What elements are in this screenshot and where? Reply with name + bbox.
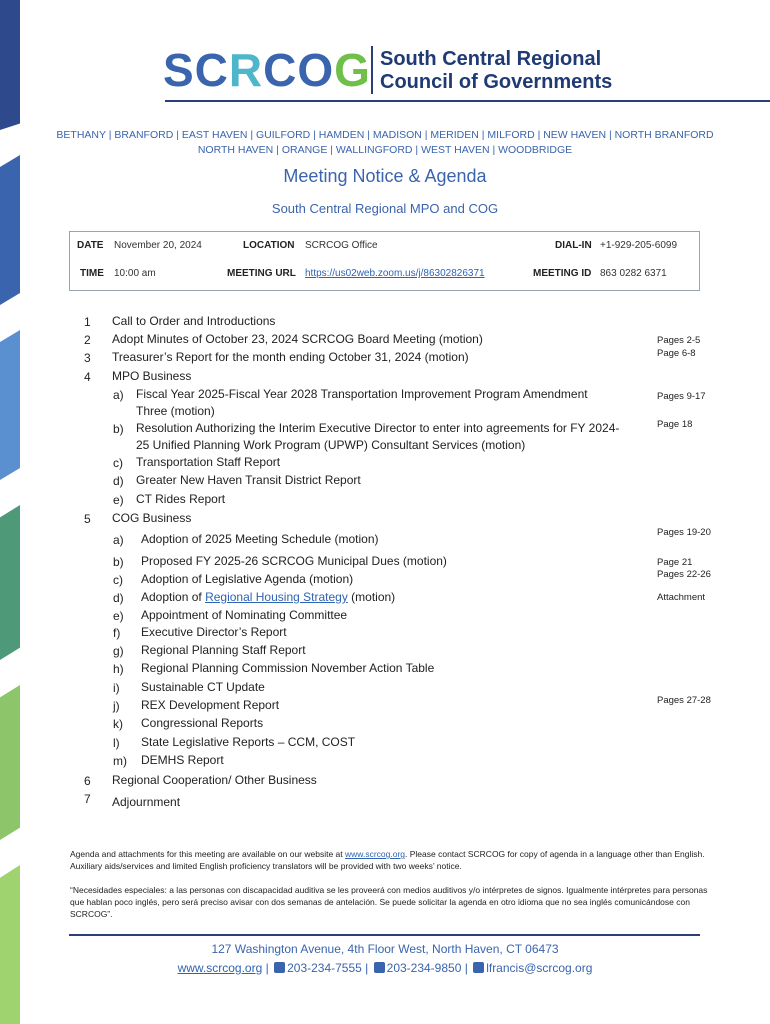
sub-item-text: (motion) bbox=[347, 590, 396, 604]
page-ref: Pages 2-5 bbox=[657, 335, 701, 346]
english-notice bbox=[70, 848, 710, 872]
notice-text: . Please contact SCRCOG for copy of agenda in a language other than English. Auxiliary aids/services and limited English proficiency translators will be provided with two weeks’ notice. bbox=[70, 849, 705, 871]
separator: | bbox=[365, 961, 369, 975]
agenda-item: MPO Business bbox=[112, 369, 192, 383]
towns-line1: BETHANY | BRANFORD | EAST HAVEN | GUILFORD | HAMDEN | MADISON | MERIDEN | MILFORD | NEW HAVEN | NORTH BRANFORD bbox=[56, 129, 714, 141]
sub-item-text: Adoption of bbox=[141, 590, 206, 604]
sub-item: State Legislative Reports – CCM, COST bbox=[141, 735, 356, 749]
page-ref: Pages 22-26 bbox=[657, 569, 711, 580]
logo-divider bbox=[371, 46, 373, 94]
towns-line2: NORTH HAVEN | ORANGE | WALLINGFORD | WEST HAVEN | WOODBRIDGE bbox=[197, 144, 573, 156]
sub-item-cont: Three (motion) bbox=[136, 404, 215, 418]
sub-item: DEMHS Report bbox=[141, 753, 224, 767]
time-value: 10:00 am bbox=[114, 268, 156, 279]
decorative-strip-3 bbox=[0, 330, 20, 480]
dialin-value: +1-929-205-6099 bbox=[600, 240, 678, 251]
date-value: November 20, 2024 bbox=[114, 240, 202, 251]
sub-letter: i) bbox=[113, 681, 120, 695]
footer-email: lfrancis@scrcog.org bbox=[486, 961, 593, 975]
agenda-item: Adopt Minutes of October 23, 2024 SCRCOG Board Meeting (motion) bbox=[112, 332, 483, 346]
separator: | bbox=[464, 961, 468, 975]
item-number: 1 bbox=[84, 315, 91, 329]
email-icon bbox=[473, 962, 484, 973]
sub-letter: k) bbox=[113, 717, 123, 731]
page-ref: Page 6-8 bbox=[657, 348, 696, 359]
sub-item: Congressional Reports bbox=[141, 716, 264, 730]
sub-item bbox=[141, 589, 395, 606]
agenda-item: Call to Order and Introductions bbox=[112, 314, 276, 328]
separator: | bbox=[265, 961, 269, 975]
page-subtitle: South Central Regional MPO and COG bbox=[271, 201, 499, 216]
footer-phone: 203-234-7555 bbox=[287, 961, 362, 975]
sub-letter: m) bbox=[113, 754, 127, 768]
sub-letter: d) bbox=[113, 591, 124, 605]
meeting-id-label: MEETING ID bbox=[533, 268, 592, 279]
sub-letter: e) bbox=[113, 609, 124, 623]
page-ref: Pages 27-28 bbox=[657, 695, 711, 706]
sub-letter: a) bbox=[113, 533, 124, 547]
sub-item: CT Rides Report bbox=[136, 492, 226, 506]
org-name-line2: Council of Governments bbox=[380, 71, 613, 93]
sub-item: Executive Director’s Report bbox=[141, 625, 287, 639]
location-label: LOCATION bbox=[243, 240, 295, 251]
logo-wordmark: SCRCOG bbox=[163, 44, 371, 96]
sub-item: Adoption of Legislative Agenda (motion) bbox=[141, 572, 354, 586]
sub-item: Regional Planning Staff Report bbox=[141, 643, 306, 657]
header-rule bbox=[165, 100, 770, 102]
sub-letter: j) bbox=[113, 699, 120, 713]
footer-fax: 203-234-9850 bbox=[386, 961, 462, 975]
phone-icon bbox=[274, 962, 285, 973]
sub-letter: e) bbox=[113, 493, 124, 507]
decorative-strip-4 bbox=[0, 505, 20, 660]
agenda-item: Treasurer’s Report for the month ending October 31, 2024 (motion) bbox=[112, 350, 469, 364]
meeting-url-label: MEETING URL bbox=[227, 268, 296, 279]
regional-housing-strategy-link[interactable]: Regional Housing Strategy bbox=[205, 590, 348, 604]
agenda-item: Regional Cooperation/ Other Business bbox=[112, 773, 317, 787]
sub-letter: h) bbox=[113, 662, 124, 676]
sub-item: Greater New Haven Transit District Report bbox=[136, 473, 361, 487]
footer-website-link[interactable]: www.scrcog.org bbox=[177, 961, 263, 975]
sub-item: Transportation Staff Report bbox=[136, 455, 281, 469]
item-number: 7 bbox=[84, 792, 91, 806]
meeting-id-value: 863 0282 6371 bbox=[600, 268, 667, 279]
org-name-line1: South Central Regional bbox=[380, 48, 602, 70]
fax-icon bbox=[374, 962, 385, 973]
spanish-notice: “Necesidades especiales: a las personas con discapacidad auditiva se les proveerá con medios auditivos y/o intérpretes de signos. Igualmente intérpretes para personas que hablan poco inglés, pero será preciso avisar con dos semanas de antelación. Se puede solicitar la agenda en otro idioma que no sea inglés comunicándose con SCRCOG”. bbox=[70, 885, 708, 919]
item-number: 5 bbox=[84, 512, 91, 526]
website-link[interactable]: www.scrcog.org bbox=[345, 849, 406, 859]
sub-item: Fiscal Year 2025-Fiscal Year 2028 Transportation Improvement Program Amendment bbox=[136, 387, 588, 401]
sub-item-cont: 25 Unified Planning Work Program (UPWP) Consultant Services (motion) bbox=[136, 438, 526, 452]
item-number: 2 bbox=[84, 333, 91, 347]
sub-letter: l) bbox=[113, 736, 120, 750]
agenda-item: Adjournment bbox=[112, 795, 181, 809]
notice-text: Agenda and attachments for this meeting are available on our website at bbox=[70, 849, 346, 859]
dialin-label: DIAL-IN bbox=[555, 240, 592, 251]
sub-letter: b) bbox=[113, 555, 124, 569]
page-ref: Attachment bbox=[657, 592, 706, 603]
sub-item: Appointment of Nominating Committee bbox=[141, 608, 348, 622]
page-ref: Pages 9-17 bbox=[657, 391, 706, 402]
page-title: Meeting Notice & Agenda bbox=[283, 166, 487, 186]
sub-item: Adoption of 2025 Meeting Schedule (motion) bbox=[141, 532, 379, 546]
sub-letter: d) bbox=[113, 474, 124, 488]
sub-letter: a) bbox=[113, 388, 124, 402]
footer-contacts bbox=[0, 961, 770, 975]
sub-item: Proposed FY 2025-26 SCRCOG Municipal Dues (motion) bbox=[141, 554, 447, 568]
sub-item: Sustainable CT Update bbox=[141, 680, 265, 694]
decorative-strip-5 bbox=[0, 685, 20, 840]
sub-item: Regional Planning Commission November Action Table bbox=[141, 661, 435, 675]
time-label: TIME bbox=[80, 268, 104, 279]
sub-letter: b) bbox=[113, 422, 124, 436]
footer-rule bbox=[69, 934, 700, 936]
meeting-url-link[interactable]: https://us02web.zoom.us/j/86302826371 bbox=[305, 268, 485, 279]
sub-letter: c) bbox=[113, 573, 123, 587]
item-number: 4 bbox=[84, 370, 91, 384]
item-number: 3 bbox=[84, 351, 91, 365]
sub-letter: c) bbox=[113, 456, 123, 470]
page-ref: Page 18 bbox=[657, 419, 693, 430]
sub-item: Resolution Authorizing the Interim Executive Director to enter into agreements for FY 2024- bbox=[136, 421, 620, 435]
page-ref: Pages 19-20 bbox=[657, 527, 711, 538]
sub-letter: g) bbox=[113, 644, 124, 658]
footer-address: 127 Washington Avenue, 4th Floor West, North Haven, CT 06473 bbox=[211, 942, 559, 956]
item-number: 6 bbox=[84, 774, 91, 788]
date-label: DATE bbox=[77, 240, 104, 251]
agenda-item: COG Business bbox=[112, 511, 192, 525]
location-value: SCRCOG Office bbox=[305, 240, 378, 251]
sub-item: REX Development Report bbox=[141, 698, 280, 712]
decorative-strip-1 bbox=[0, 0, 20, 130]
sub-letter: f) bbox=[113, 626, 121, 640]
page-ref: Page 21 bbox=[657, 557, 693, 568]
